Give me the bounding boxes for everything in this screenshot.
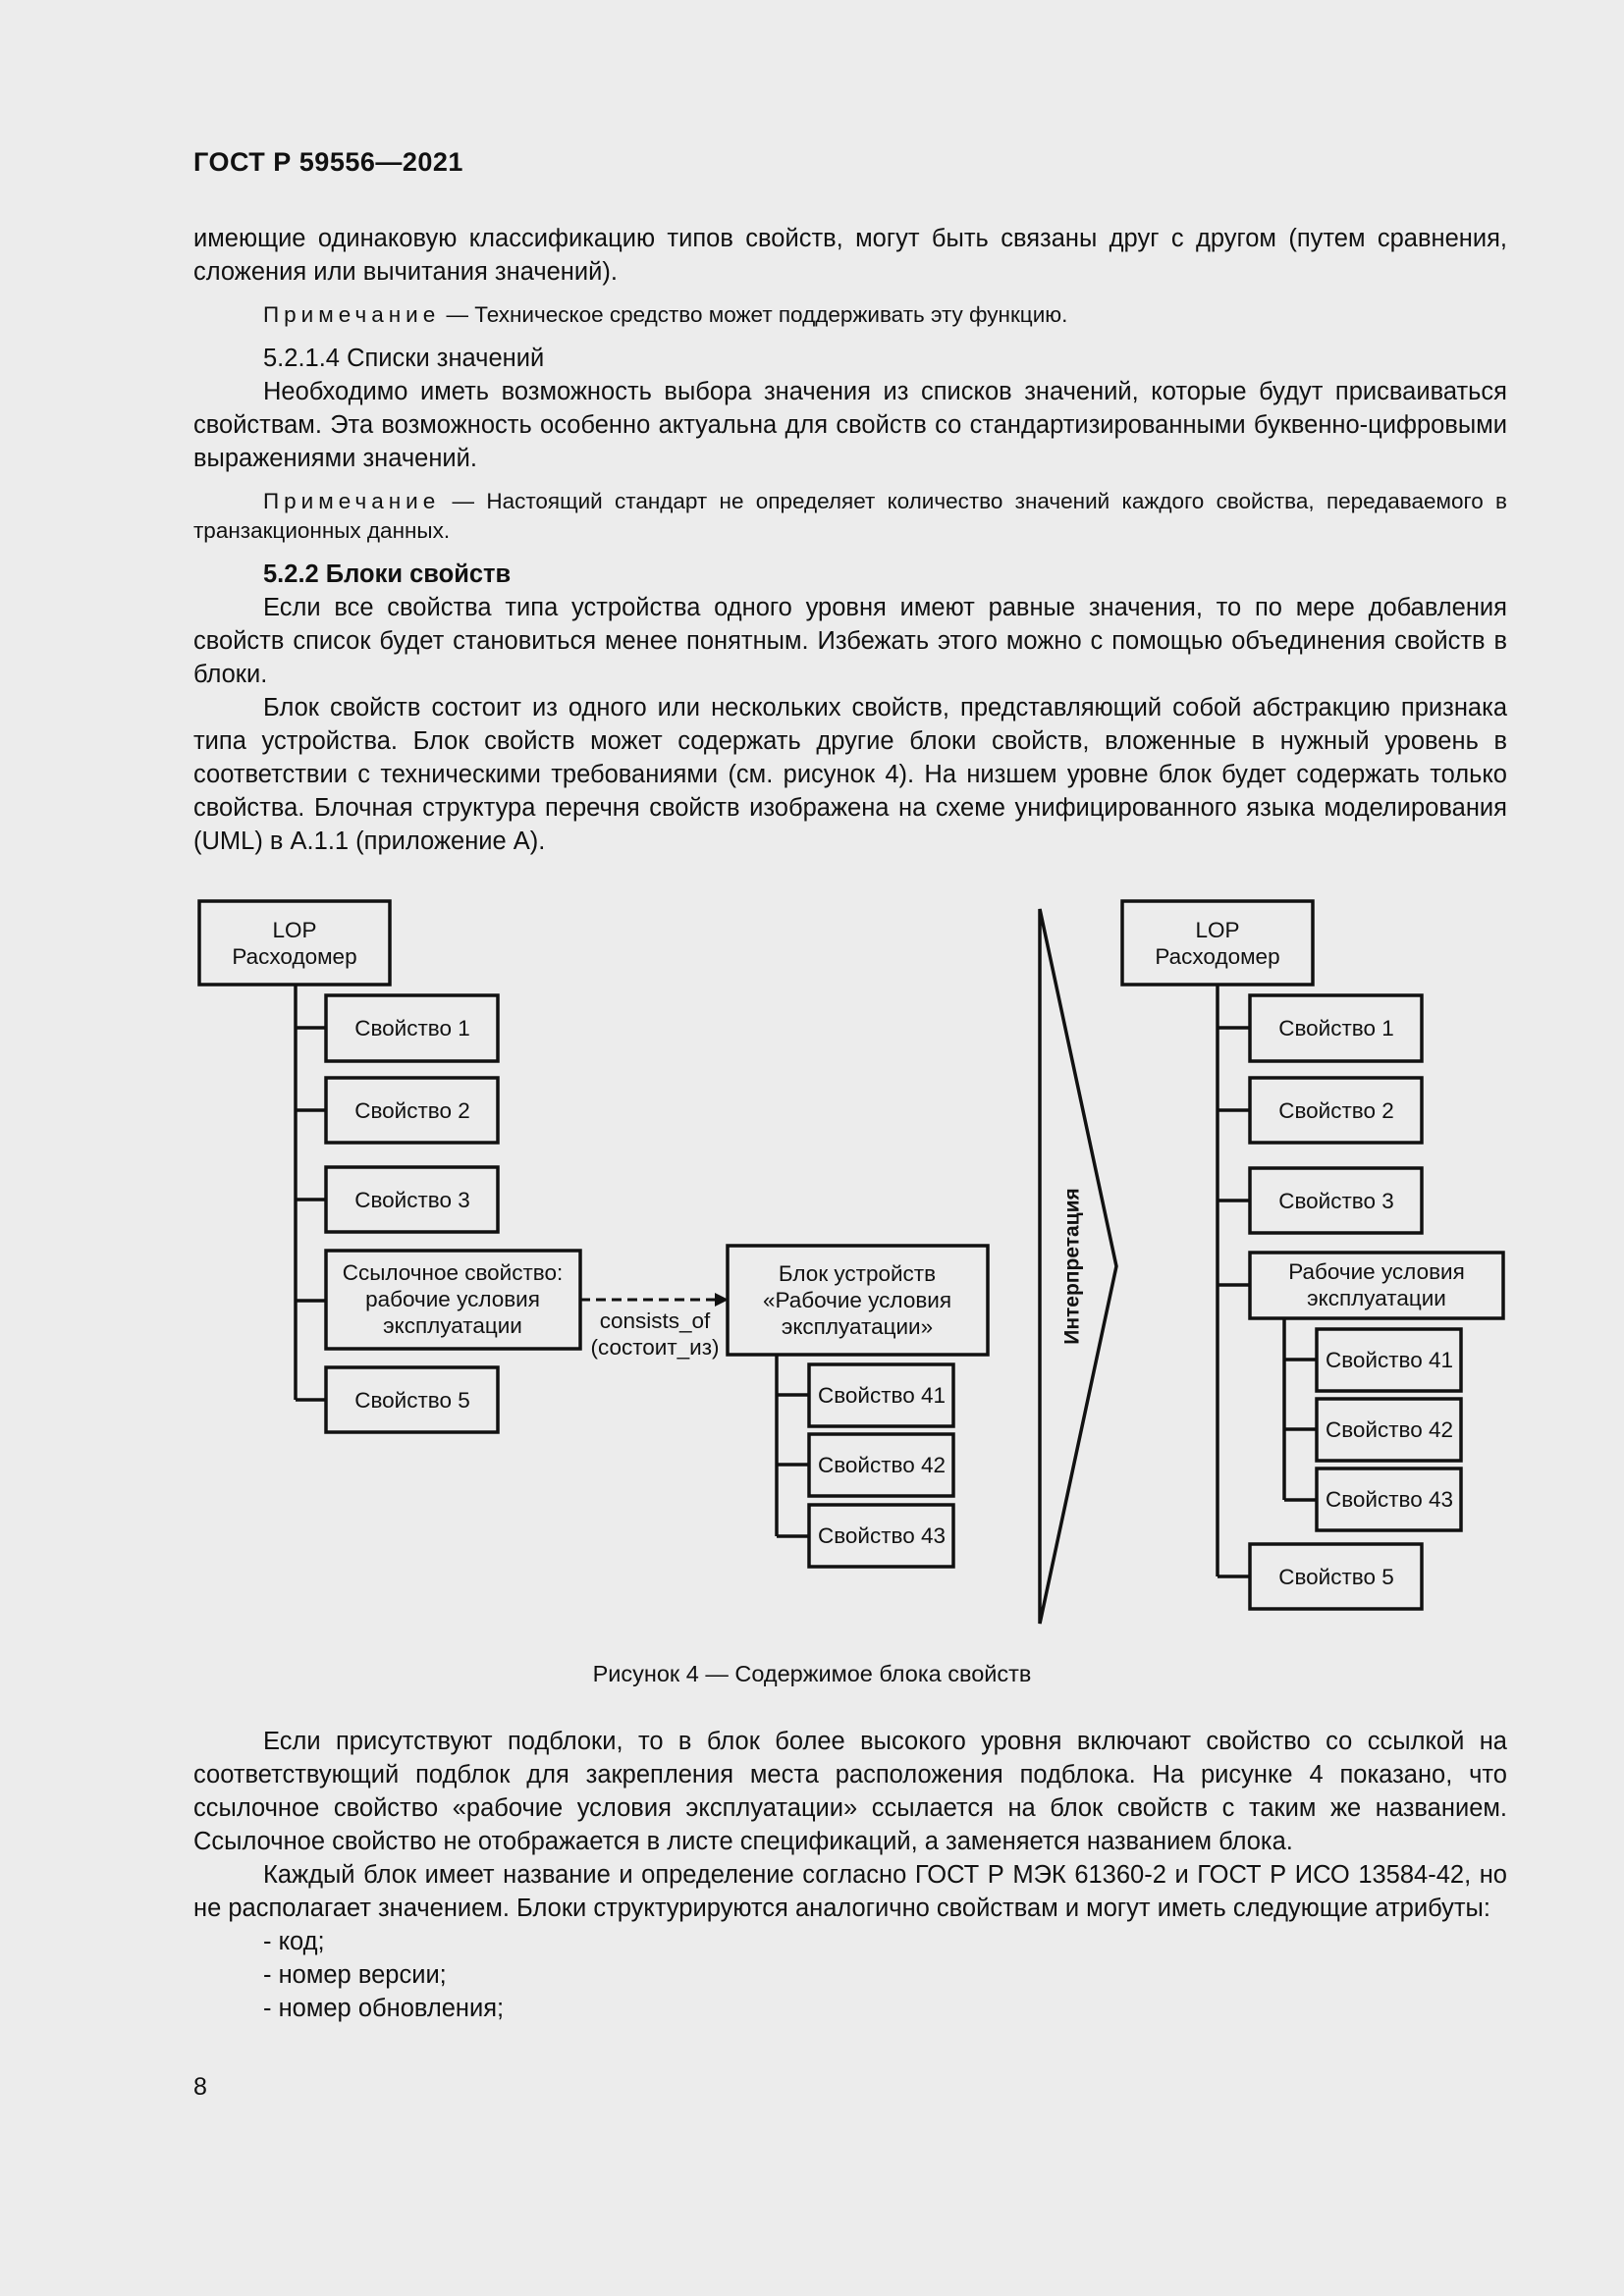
paragraph-block-attributes: Каждый блок имеет название и определение согласно ГОСТ Р МЭК 61360-2 и ГОСТ Р ИСО 13584-42, но не располагает значением. Блоки структурируются аналогично свойствам и могут иметь следующие атрибуты: <box>193 1861 1507 1922</box>
bottom-text <box>193 1725 1507 2025</box>
right-prop-41-label: Свойство 41 <box>1325 1348 1454 1372</box>
paragraph-blocks-structure: Блок свойств состоит из одного или нескольких свойств, представляющий собой абстракцию признака типа устройства. Блок свойств может содержать другие блоки свойств, вложенные в нужный уровень в соответствии с техническими требованиями (см. рисунок 4). На низшем уровне блок будет содержать только свойства. Блочная структура перечня свойств изображена на схеме унифицированного языка моделирования (UML) в А.1.1 (приложение А). <box>193 694 1507 855</box>
block-prop-42-box <box>809 1434 953 1496</box>
right-prop-42-box <box>1317 1399 1461 1461</box>
ref-prop-line2: рабочие условия <box>365 1287 540 1311</box>
left-prop-1-box <box>326 995 498 1061</box>
right-prop-1-box <box>1250 995 1422 1061</box>
interpretation-arrow <box>1040 909 1116 1624</box>
left-prop-2-box <box>326 1078 498 1143</box>
block-prop-42-label: Свойство 42 <box>817 1453 947 1477</box>
paragraph-subblocks: Если присутствуют подблоки, то в блок более высокого уровня включают свойство со ссылкой на соответствующий подблок для закрепления места расположения подблока. На рисунке 4 показано, что ссылочное свойство «рабочие условия эксплуатации» ссылается на блок свойств с таким же названием. Ссылочное свойство не отображается в листе спецификаций, а заменяется названием блока. <box>193 1728 1507 1855</box>
interpretation-label: Интерпретация <box>1060 1188 1084 1345</box>
note-1 <box>193 300 1507 330</box>
right-prop-43-label: Свойство 43 <box>1325 1487 1454 1512</box>
left-prop-2-label: Свойство 2 <box>354 1098 470 1123</box>
right-block-line2: эксплуатации <box>1307 1286 1446 1310</box>
left-prop-1-label: Свойство 1 <box>354 1016 470 1041</box>
device-block-line3: эксплуатации» <box>781 1314 934 1339</box>
left-root-line2: Расходомер <box>232 944 357 969</box>
block-prop-43-box <box>809 1505 953 1567</box>
right-prop-2-label: Свойство 2 <box>1278 1098 1394 1123</box>
list-item-revision: - номер обновления; <box>263 1995 505 2022</box>
page-number: 8 <box>193 2073 207 2101</box>
ref-prop-line3: эксплуатации <box>383 1313 522 1338</box>
block-prop-41-box <box>809 1364 953 1426</box>
link-label-line1: consists_of <box>599 1308 711 1333</box>
right-prop-3-label: Свойство 3 <box>1278 1189 1394 1213</box>
paragraph-blocks-intro: Если все свойства типа устройства одного уровня имеют равные значения, то по мере добавления свойств список будет становиться менее понятным. Избежать этого можно с помощью объединения свойств в блоки. <box>193 594 1507 688</box>
right-prop-43-box <box>1317 1468 1461 1530</box>
consists-of-arrowhead <box>715 1293 729 1307</box>
right-prop-5-box <box>1250 1544 1422 1609</box>
ref-prop-box <box>326 1251 580 1349</box>
right-root-box <box>1122 901 1313 985</box>
right-prop-41-box <box>1317 1329 1461 1391</box>
block-prop-41-label: Свойство 41 <box>817 1383 947 1408</box>
note-1-text: — Техническое средство может поддерживать эту функцию. <box>440 302 1068 327</box>
left-prop-3-box <box>326 1167 498 1232</box>
right-root-line1: LOP <box>1195 918 1240 942</box>
left-root-line1: LOP <box>272 918 317 942</box>
link-label-line2: (состоит_из) <box>590 1335 720 1360</box>
left-root-box <box>199 901 390 985</box>
paragraph-continuation: имеющие одинаковую классификацию типов свойств, могут быть связаны друг с другом (путем сравнения, сложения или вычитания значений). <box>193 225 1507 286</box>
right-prop-1-label: Свойство 1 <box>1278 1016 1394 1041</box>
list-item-code: - код; <box>263 1928 325 1955</box>
top-text <box>193 222 1507 858</box>
right-prop-2-box <box>1250 1078 1422 1143</box>
right-prop-42-label: Свойство 42 <box>1325 1417 1454 1442</box>
left-prop-3-label: Свойство 3 <box>354 1188 470 1212</box>
device-block-line2: «Рабочие условия <box>762 1288 952 1312</box>
paragraph-value-lists: Необходимо иметь возможность выбора значения из списков значений, которые будут присваиваться свойствам. Эта возможность особенно актуальна для свойств со стандартизированными буквенно-цифровыми выражениями значений. <box>193 378 1507 472</box>
left-prop-5-label: Свойство 5 <box>354 1388 470 1413</box>
document-header: ГОСТ Р 59556—2021 <box>193 147 463 177</box>
note-2-label: Примечание <box>263 489 441 513</box>
device-block-line1: Блок устройств <box>778 1261 937 1286</box>
right-root-line2: Расходомер <box>1155 944 1280 969</box>
note-1-label: Примечание <box>263 302 441 327</box>
right-prop-3-box <box>1250 1168 1422 1233</box>
figure-caption: Рисунок 4 — Содержимое блока свойств <box>592 1661 1032 1686</box>
right-prop-5-label: Свойство 5 <box>1278 1565 1394 1589</box>
ref-prop-line1: Ссылочное свойство: <box>342 1260 564 1285</box>
block-prop-43-label: Свойство 43 <box>817 1523 947 1548</box>
device-block-box <box>728 1246 988 1355</box>
note-2-text: — Настоящий стандарт не определяет количество значений каждого свойства, передаваемого в транзакционных данных. <box>193 489 1507 543</box>
list-item-version: - номер версии; <box>263 1961 447 1989</box>
left-prop-5-box <box>326 1367 498 1432</box>
section-5-2-1-4-title: 5.2.1.4 Списки значений <box>263 345 545 372</box>
right-block-box <box>1250 1253 1503 1318</box>
section-5-2-2-title: 5.2.2 Блоки свойств <box>263 561 512 588</box>
note-2 <box>193 487 1507 546</box>
right-block-line1: Рабочие условия <box>1288 1259 1465 1284</box>
